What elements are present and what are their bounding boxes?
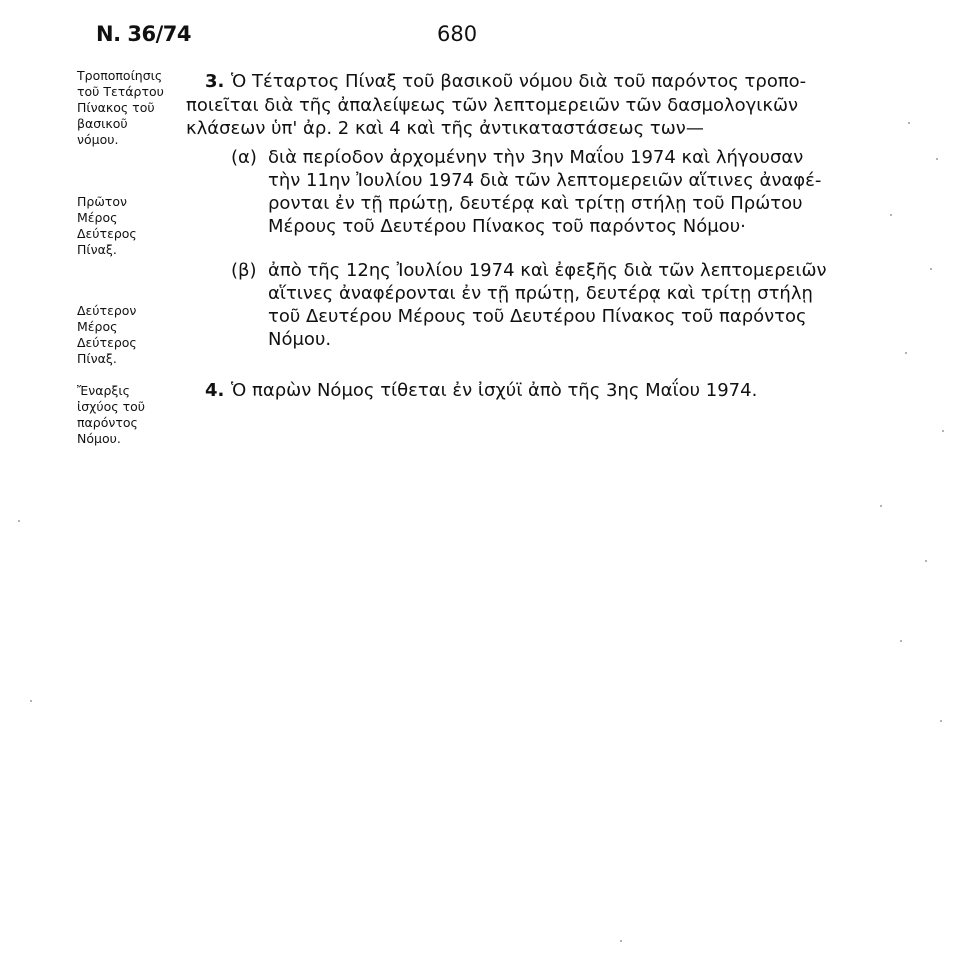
item-text-line: τοῦ Δευτέρου Μέρους τοῦ Δευτέρου Πίνακος τοῦ παρόντος <box>268 306 807 327</box>
section-text-line: ποιεῖται διὰ τῆς ἀπαλείψεως τῶν λεπτομερειῶν τῶν δασμολογικῶν <box>186 95 799 116</box>
item-text-line: διὰ περίοδον ἀρχομένην τὴν 3ην Μαΐου 1974 καὶ λήγουσαν <box>268 147 804 168</box>
margin-note-line: Πίναξ. <box>77 242 117 257</box>
margin-note-line: Πρῶτον <box>77 194 127 209</box>
margin-note-line: Δεύτερος <box>77 226 137 241</box>
margin-note-line: Πίνακος τοῦ <box>77 100 155 115</box>
margin-note-line: Δεύτερος <box>77 335 137 350</box>
margin-note-line: τοῦ Τετάρτου <box>77 84 164 99</box>
item-label: (β) <box>231 260 257 281</box>
section-number: 4. <box>205 380 225 401</box>
margin-note-line: Πίναξ. <box>77 351 117 366</box>
margin-note-line: Νόμου. <box>77 431 121 446</box>
margin-note-line: νόμου. <box>77 132 119 147</box>
margin-note-line: ἰσχύος τοῦ <box>77 399 145 414</box>
item-text-line: ἀπὸ τῆς 12ης Ἰουλίου 1974 καὶ ἐφεξῆς διὰ τῶν λεπτομερειῶν <box>268 260 827 281</box>
item-label: (α) <box>231 147 257 168</box>
margin-note-line: βασικοῦ <box>77 116 128 131</box>
margin-note-line: Τροποποίησις <box>77 68 163 83</box>
margin-note-line: Δεύτερον <box>77 303 137 318</box>
margin-note-line: Ἔναρξις <box>77 383 130 398</box>
margin-note-line: Μέρος <box>77 319 118 334</box>
item-text-line: τὴν 11ην Ἰουλίου 1974 διὰ τῶν λεπτομερειῶν αἵτινες ἀναφέ- <box>268 170 822 191</box>
section-text-line: Ὁ παρὼν Νόμος τίθεται ἐν ἰσχύϊ ἀπὸ τῆς 3ης Μαΐου 1974. <box>231 380 758 401</box>
item-text-line: ρονται ἐν τῇ πρώτῃ, δευτέρᾳ καὶ τρίτῃ στήλῃ τοῦ Πρώτου <box>268 193 803 214</box>
section-text-line: κλάσεων ὑπ' ἀρ. 2 καὶ 4 καὶ τῆς ἀντικαταστάσεως των— <box>186 118 704 139</box>
issue-number: N. 36/74 <box>96 22 191 46</box>
section-text-line: Ὁ Τέταρτος Πίναξ τοῦ βασικοῦ νόμου διὰ τοῦ παρόντος τροπο- <box>231 71 807 92</box>
margin-note-line: Μέρος <box>77 210 118 225</box>
item-text-line: Νόμου. <box>268 329 332 350</box>
item-text-line: Μέρους τοῦ Δευτέρου Πίνακος τοῦ παρόντος Νόμου· <box>268 216 746 237</box>
margin-note-line: παρόντος <box>77 415 138 430</box>
page-number: 680 <box>437 22 478 46</box>
section-number: 3. <box>205 71 225 92</box>
item-text-line: αἵτινες ἀναφέρονται ἐν τῇ πρώτῃ, δευτέρᾳ καὶ τρίτῃ στήλῃ <box>268 283 813 304</box>
